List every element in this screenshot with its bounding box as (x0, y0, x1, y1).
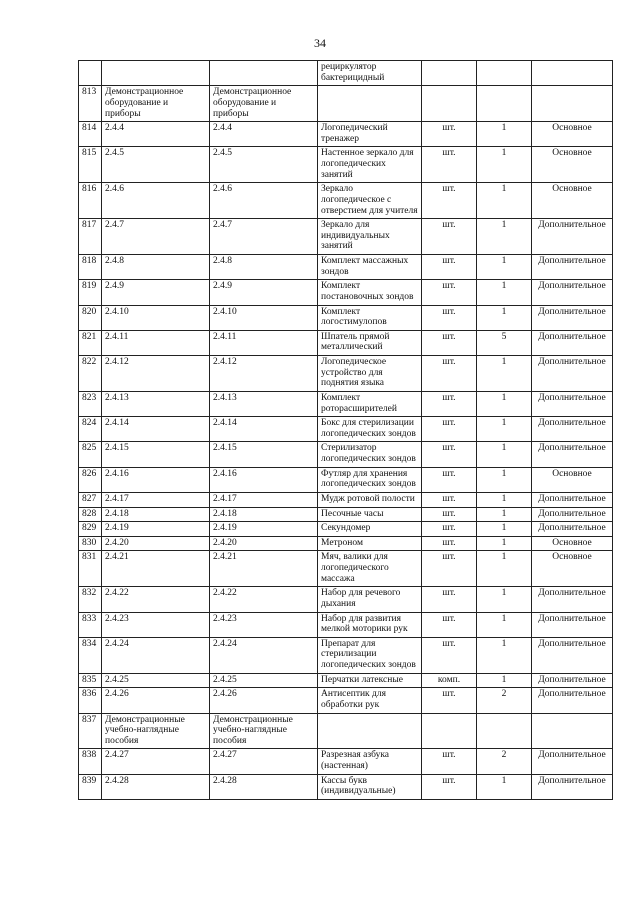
equipment-table (78, 60, 613, 800)
section-code-cell: Демонстрационные учебно-наглядные пособия (102, 713, 210, 749)
equipment-type-cell: Дополнительное (532, 219, 613, 255)
equipment-type-cell: Основное (532, 467, 613, 492)
quantity-cell: 1 (477, 356, 532, 392)
item-name-cell: Комплект логостимулопов (318, 305, 422, 330)
section-code-cell: 2.4.24 (102, 637, 210, 673)
unit-cell: шт. (422, 612, 477, 637)
unit-cell: шт. (422, 507, 477, 522)
row-number-cell: 829 (79, 522, 102, 537)
row-number-cell: 815 (79, 147, 102, 183)
table-row (79, 61, 613, 86)
item-name-cell: Антисептик для обработки рук (318, 688, 422, 713)
subsection-code-cell: 2.4.21 (210, 551, 318, 587)
table-row (79, 749, 613, 774)
table-row (79, 356, 613, 392)
unit-cell: шт. (422, 305, 477, 330)
unit-cell: шт. (422, 587, 477, 612)
table-row (79, 305, 613, 330)
table-row (79, 280, 613, 305)
section-code-cell: 2.4.14 (102, 417, 210, 442)
row-number-cell: 835 (79, 673, 102, 688)
unit-cell: шт. (422, 467, 477, 492)
unit-cell: шт. (422, 417, 477, 442)
row-number-cell: 823 (79, 391, 102, 416)
unit-cell: шт. (422, 280, 477, 305)
equipment-type-cell: Дополнительное (532, 492, 613, 507)
table-row (79, 522, 613, 537)
row-number-cell: 833 (79, 612, 102, 637)
row-number-cell (79, 61, 102, 86)
quantity-cell: 1 (477, 467, 532, 492)
row-number-cell: 825 (79, 442, 102, 467)
item-name-cell: Метроном (318, 536, 422, 551)
unit-cell: шт. (422, 147, 477, 183)
section-code-cell: 2.4.18 (102, 507, 210, 522)
equipment-type-cell (532, 61, 613, 86)
item-name-cell: Разрезная азбука (настенная) (318, 749, 422, 774)
table-row (79, 587, 613, 612)
table-row (79, 417, 613, 442)
section-code-cell: 2.4.10 (102, 305, 210, 330)
equipment-type-cell: Дополнительное (532, 255, 613, 280)
item-name-cell: Логопедическое устройство для поднятия языка (318, 356, 422, 392)
quantity-cell: 1 (477, 587, 532, 612)
item-name-cell: Зеркало логопедическое с отверстием для учителя (318, 183, 422, 219)
section-code-cell: 2.4.26 (102, 688, 210, 713)
row-number-cell: 819 (79, 280, 102, 305)
subsection-code-cell: 2.4.23 (210, 612, 318, 637)
section-code-cell: 2.4.17 (102, 492, 210, 507)
equipment-type-cell: Дополнительное (532, 305, 613, 330)
quantity-cell: 1 (477, 536, 532, 551)
row-number-cell: 814 (79, 122, 102, 147)
equipment-type-cell: Дополнительное (532, 356, 613, 392)
quantity-cell: 1 (477, 305, 532, 330)
table-row (79, 255, 613, 280)
section-code-cell: 2.4.5 (102, 147, 210, 183)
quantity-cell: 1 (477, 774, 532, 799)
item-name-cell: Комплект роторасширителей (318, 391, 422, 416)
equipment-type-cell: Дополнительное (532, 587, 613, 612)
subsection-code-cell: 2.4.13 (210, 391, 318, 416)
section-code-cell: 2.4.25 (102, 673, 210, 688)
subsection-code-cell: 2.4.18 (210, 507, 318, 522)
subsection-code-cell: 2.4.4 (210, 122, 318, 147)
equipment-type-cell: Дополнительное (532, 612, 613, 637)
subsection-code-cell: 2.4.28 (210, 774, 318, 799)
table-row (79, 551, 613, 587)
item-name-cell: Секундомер (318, 522, 422, 537)
quantity-cell: 1 (477, 183, 532, 219)
row-number-cell: 831 (79, 551, 102, 587)
row-number-cell: 832 (79, 587, 102, 612)
subsection-code-cell: 2.4.15 (210, 442, 318, 467)
equipment-table-body (79, 61, 613, 800)
item-name-cell: рециркулятор бактерицидный (318, 61, 422, 86)
item-name-cell: Кассы букв (индивидуальные) (318, 774, 422, 799)
row-number-cell: 837 (79, 713, 102, 749)
table-row (79, 183, 613, 219)
section-code-cell: 2.4.27 (102, 749, 210, 774)
section-code-cell: 2.4.4 (102, 122, 210, 147)
section-code-cell: 2.4.28 (102, 774, 210, 799)
quantity-cell: 1 (477, 507, 532, 522)
table-row (79, 330, 613, 355)
quantity-cell: 1 (477, 522, 532, 537)
table-row (79, 713, 613, 749)
subsection-code-cell: 2.4.6 (210, 183, 318, 219)
row-number-cell: 838 (79, 749, 102, 774)
quantity-cell (477, 86, 532, 122)
unit-cell (422, 61, 477, 86)
table-row (79, 492, 613, 507)
row-number-cell: 813 (79, 86, 102, 122)
row-number-cell: 839 (79, 774, 102, 799)
row-number-cell: 816 (79, 183, 102, 219)
section-code-cell: 2.4.8 (102, 255, 210, 280)
table-row (79, 536, 613, 551)
subsection-code-cell: 2.4.5 (210, 147, 318, 183)
row-number-cell: 818 (79, 255, 102, 280)
subsection-code-cell: 2.4.19 (210, 522, 318, 537)
equipment-type-cell: Дополнительное (532, 673, 613, 688)
section-code-cell: Демонстрационное оборудование и приборы (102, 86, 210, 122)
equipment-type-cell: Основное (532, 183, 613, 219)
item-name-cell: Бокс для стерилизации логопедических зондов (318, 417, 422, 442)
item-name-cell: Препарат для стерилизации логопедических зондов (318, 637, 422, 673)
subsection-code-cell: 2.4.16 (210, 467, 318, 492)
subsection-code-cell: 2.4.8 (210, 255, 318, 280)
unit-cell: шт. (422, 536, 477, 551)
row-number-cell: 828 (79, 507, 102, 522)
section-code-cell: 2.4.13 (102, 391, 210, 416)
item-name-cell: Перчатки латексные (318, 673, 422, 688)
equipment-type-cell: Основное (532, 122, 613, 147)
subsection-code-cell: 2.4.12 (210, 356, 318, 392)
quantity-cell: 1 (477, 442, 532, 467)
subsection-code-cell: 2.4.25 (210, 673, 318, 688)
row-number-cell: 824 (79, 417, 102, 442)
section-code-cell: 2.4.9 (102, 280, 210, 305)
subsection-code-cell: Демонстрационное оборудование и приборы (210, 86, 318, 122)
row-number-cell: 836 (79, 688, 102, 713)
subsection-code-cell: 2.4.27 (210, 749, 318, 774)
subsection-code-cell: 2.4.14 (210, 417, 318, 442)
quantity-cell: 1 (477, 255, 532, 280)
equipment-type-cell: Дополнительное (532, 637, 613, 673)
unit-cell: шт. (422, 122, 477, 147)
quantity-cell: 1 (477, 637, 532, 673)
section-code-cell: 2.4.21 (102, 551, 210, 587)
quantity-cell: 2 (477, 749, 532, 774)
unit-cell: шт. (422, 391, 477, 416)
subsection-code-cell (210, 61, 318, 86)
item-name-cell: Футляр для хранения логопедических зондов (318, 467, 422, 492)
table-row (79, 507, 613, 522)
subsection-code-cell: Демонстрационные учебно-наглядные пособия (210, 713, 318, 749)
equipment-type-cell: Дополнительное (532, 688, 613, 713)
table-row (79, 86, 613, 122)
quantity-cell: 1 (477, 391, 532, 416)
table-row (79, 774, 613, 799)
quantity-cell: 1 (477, 280, 532, 305)
section-code-cell: 2.4.12 (102, 356, 210, 392)
unit-cell: шт. (422, 774, 477, 799)
quantity-cell: 1 (477, 417, 532, 442)
unit-cell (422, 86, 477, 122)
item-name-cell: Логопедический тренажер (318, 122, 422, 147)
section-code-cell: 2.4.16 (102, 467, 210, 492)
unit-cell: шт. (422, 749, 477, 774)
subsection-code-cell: 2.4.24 (210, 637, 318, 673)
row-number-cell: 827 (79, 492, 102, 507)
quantity-cell: 1 (477, 551, 532, 587)
quantity-cell (477, 61, 532, 86)
subsection-code-cell: 2.4.10 (210, 305, 318, 330)
unit-cell: шт. (422, 255, 477, 280)
item-name-cell: Мяч, валики для логопедического массажа (318, 551, 422, 587)
equipment-type-cell: Дополнительное (532, 522, 613, 537)
row-number-cell: 821 (79, 330, 102, 355)
subsection-code-cell: 2.4.7 (210, 219, 318, 255)
unit-cell: шт. (422, 492, 477, 507)
subsection-code-cell: 2.4.9 (210, 280, 318, 305)
table-row (79, 688, 613, 713)
quantity-cell: 1 (477, 147, 532, 183)
quantity-cell: 1 (477, 673, 532, 688)
section-code-cell: 2.4.22 (102, 587, 210, 612)
item-name-cell (318, 86, 422, 122)
item-name-cell: Набор для речевого дыхания (318, 587, 422, 612)
unit-cell: шт. (422, 551, 477, 587)
row-number-cell: 830 (79, 536, 102, 551)
row-number-cell: 817 (79, 219, 102, 255)
item-name-cell: Стерилизатор логопедических зондов (318, 442, 422, 467)
equipment-type-cell: Дополнительное (532, 774, 613, 799)
item-name-cell: Набор для развития мелкой моторики рук (318, 612, 422, 637)
table-row (79, 637, 613, 673)
table-row (79, 391, 613, 416)
item-name-cell: Мудж ротовой полости (318, 492, 422, 507)
item-name-cell: Комплект постановочных зондов (318, 280, 422, 305)
section-code-cell: 2.4.23 (102, 612, 210, 637)
table-row (79, 612, 613, 637)
equipment-type-cell: Дополнительное (532, 330, 613, 355)
unit-cell: шт. (422, 219, 477, 255)
subsection-code-cell: 2.4.22 (210, 587, 318, 612)
unit-cell: шт. (422, 442, 477, 467)
equipment-type-cell: Основное (532, 536, 613, 551)
quantity-cell: 1 (477, 492, 532, 507)
table-row (79, 673, 613, 688)
equipment-type-cell: Дополнительное (532, 507, 613, 522)
unit-cell: шт. (422, 688, 477, 713)
subsection-code-cell: 2.4.11 (210, 330, 318, 355)
quantity-cell: 1 (477, 219, 532, 255)
table-row (79, 442, 613, 467)
subsection-code-cell: 2.4.26 (210, 688, 318, 713)
item-name-cell: Зеркало для индивидуальных занятий (318, 219, 422, 255)
equipment-type-cell: Дополнительное (532, 442, 613, 467)
subsection-code-cell: 2.4.20 (210, 536, 318, 551)
equipment-type-cell (532, 713, 613, 749)
row-number-cell: 820 (79, 305, 102, 330)
quantity-cell: 5 (477, 330, 532, 355)
item-name-cell (318, 713, 422, 749)
unit-cell: шт. (422, 356, 477, 392)
item-name-cell: Шпатель прямой металлический (318, 330, 422, 355)
page-number: 34 (314, 36, 326, 50)
item-name-cell: Песочные часы (318, 507, 422, 522)
equipment-type-cell (532, 86, 613, 122)
item-name-cell: Настенное зеркало для логопедических занятий (318, 147, 422, 183)
equipment-type-cell: Дополнительное (532, 280, 613, 305)
row-number-cell: 826 (79, 467, 102, 492)
unit-cell: шт. (422, 522, 477, 537)
quantity-cell: 1 (477, 612, 532, 637)
section-code-cell: 2.4.20 (102, 536, 210, 551)
equipment-type-cell: Дополнительное (532, 749, 613, 774)
quantity-cell: 1 (477, 122, 532, 147)
row-number-cell: 822 (79, 356, 102, 392)
unit-cell: шт. (422, 183, 477, 219)
item-name-cell: Комплект массажных зондов (318, 255, 422, 280)
section-code-cell (102, 61, 210, 86)
table-row (79, 467, 613, 492)
quantity-cell: 2 (477, 688, 532, 713)
subsection-code-cell: 2.4.17 (210, 492, 318, 507)
row-number-cell: 834 (79, 637, 102, 673)
equipment-type-cell: Основное (532, 147, 613, 183)
section-code-cell: 2.4.7 (102, 219, 210, 255)
unit-cell: комп. (422, 673, 477, 688)
equipment-type-cell: Дополнительное (532, 417, 613, 442)
unit-cell: шт. (422, 330, 477, 355)
equipment-type-cell: Основное (532, 551, 613, 587)
table-row (79, 147, 613, 183)
section-code-cell: 2.4.11 (102, 330, 210, 355)
unit-cell: шт. (422, 637, 477, 673)
quantity-cell (477, 713, 532, 749)
unit-cell (422, 713, 477, 749)
table-row (79, 122, 613, 147)
equipment-type-cell: Дополнительное (532, 391, 613, 416)
section-code-cell: 2.4.15 (102, 442, 210, 467)
table-row (79, 219, 613, 255)
section-code-cell: 2.4.6 (102, 183, 210, 219)
section-code-cell: 2.4.19 (102, 522, 210, 537)
